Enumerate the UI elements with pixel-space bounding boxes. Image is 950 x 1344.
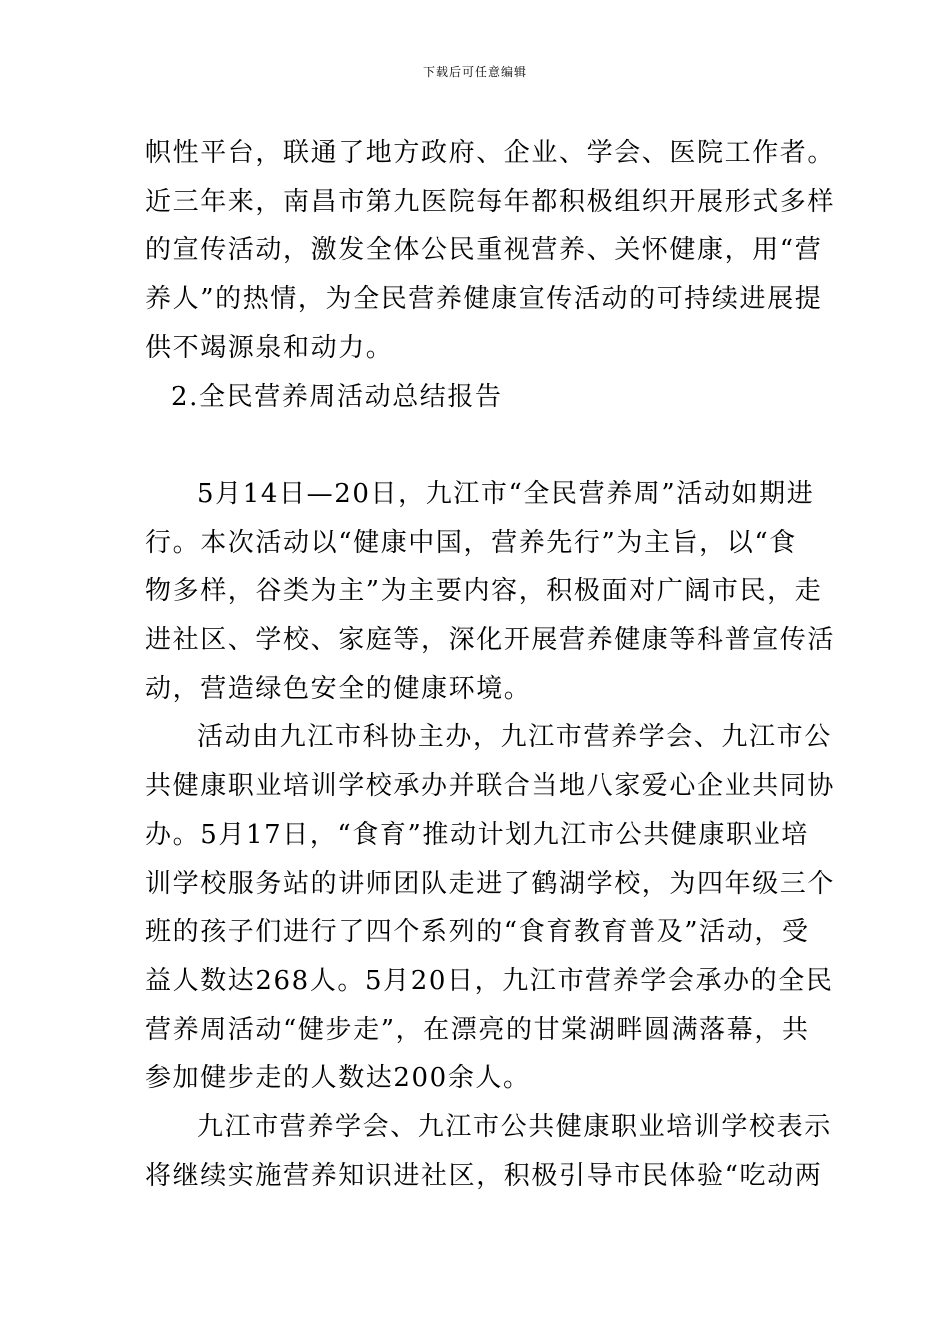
text-line: 参加健步走的人数达200余人。	[145, 1063, 531, 1094]
blank-line	[145, 421, 805, 470]
paragraph-3	[145, 713, 836, 1103]
text-line: 营养周活动“健步走”，在漂亮的甘棠湖畔圆满落幕，共	[145, 1014, 810, 1045]
text-line: 班的孩子们进行了四个系列的“食育教育普及”活动，受	[145, 917, 810, 948]
text-line: 供不竭源泉和动力。	[145, 332, 394, 363]
text-line: 帜性平台，联通了地方政府、企业、学会、医院工作者。	[145, 138, 836, 168]
text-line: 物多样，谷类为主”为主要内容，积极面对广阔市民，走	[145, 576, 823, 607]
paragraph-1	[145, 129, 836, 373]
text-line: 近三年来，南昌市第九医院每年都积极组织开展形式多样	[145, 186, 836, 217]
text-line: 办。5月17日，“食育”推动计划九江市公共健康职业培	[145, 819, 809, 850]
text-line: 活动由九江市科协主办，九江市营养学会、九江市公	[197, 722, 832, 753]
section-heading: 2.全民营养周活动总结报告	[171, 381, 503, 412]
document-body	[145, 129, 836, 1200]
text-line: 将继续实施营养知识进社区，积极引导市民体验“吃动两	[145, 1160, 823, 1191]
text-line: 九江市营养学会、九江市公共健康职业培训学校表示	[197, 1112, 832, 1143]
text-line: 的宣传活动，激发全体公民重视营养、关怀健康，用“营	[145, 235, 823, 266]
text-line: 动，营造绿色安全的健康环境。	[145, 673, 532, 704]
paragraph-2	[145, 470, 836, 714]
text-line: 益人数达268人。5月20日，九江市营养学会承办的全民	[145, 965, 834, 996]
paragraph-4	[145, 1103, 832, 1200]
text-line: 5月14日—20日，九江市“全民营养周”活动如期进	[197, 478, 815, 509]
text-line: 行。本次活动以“健康中国，营养先行”为主旨，以“食	[145, 527, 797, 558]
page-header-note: 下载后可任意编辑	[422, 65, 527, 79]
text-line: 共健康职业培训学校承办并联合当地八家爱心企业共同协	[145, 771, 836, 802]
text-line: 训学校服务站的讲师团队走进了鹤湖学校，为四年级三个	[145, 868, 836, 899]
text-line: 养人”的热情，为全民营养健康宣传活动的可持续进展提	[145, 284, 823, 315]
text-line: 进社区、学校、家庭等，深化开展营养健康等科普宣传活	[145, 625, 836, 656]
